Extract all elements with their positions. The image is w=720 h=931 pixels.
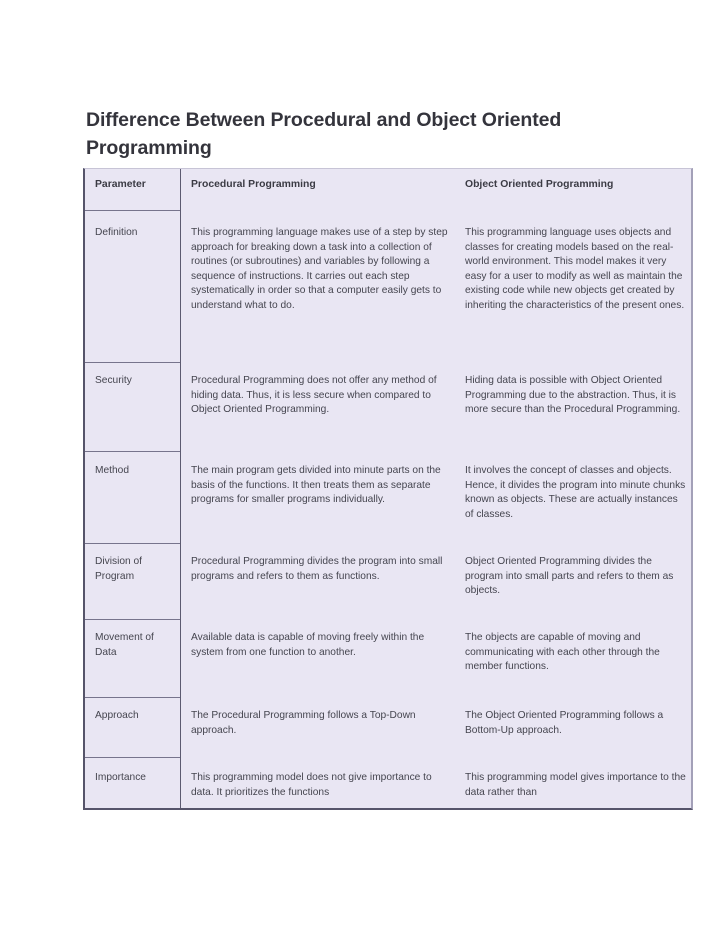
row-oop: This programming language uses objects and classes for creating models based on the real-world environment. This model makes it very easy for a user to modify as well as maintain the existing code while new objects get created by inheriting the characteristics of the present ones. [465, 227, 685, 311]
row-oop: The Object Oriented Programming follows a Bottom-Up approach. [465, 710, 664, 736]
row-separator [85, 362, 180, 363]
row-procedural: The main program gets divided into minute parts on the basis of the functions. It then treats them as separate programs for smaller programs individually. [191, 465, 441, 506]
row-oop: This programming model gives importance to the data rather than [465, 772, 686, 798]
comparison-table [83, 168, 693, 810]
row-procedural: This programming model does not give importance to data. It prioritizes the functions [191, 772, 432, 798]
page-title: Difference Between Procedural and Object Oriented Programming [86, 109, 562, 159]
row-separator [85, 210, 180, 211]
row-oop: Hiding data is possible with Object Oriented Programming due to the abstraction. Thus, it is more secure than the Procedural Programming. [465, 375, 681, 416]
header-parameter: Parameter [95, 179, 146, 190]
column-divider [180, 169, 181, 808]
row-procedural: This programming language makes use of a step by step approach for breaking down a task into a collection of routines (or subroutines) and variables by following a sequence of instructions. It carries out each step systematically in order so that a computer easily gets to understand what to do. [191, 227, 448, 311]
row-parameter: Importance [95, 772, 146, 783]
header-oop: Object Oriented Programming [465, 179, 614, 190]
row-oop: The objects are capable of moving and communicating with each other through the member functions. [465, 632, 660, 673]
row-separator [85, 451, 180, 452]
row-parameter: Security [95, 375, 132, 386]
row-procedural: The Procedural Programming follows a Top-Down approach. [191, 710, 416, 736]
row-parameter: Method [95, 465, 129, 476]
header-procedural: Procedural Programming [191, 179, 316, 190]
row-separator [85, 757, 180, 758]
row-parameter: Definition [95, 227, 138, 238]
row-parameter: Approach [95, 710, 139, 721]
row-procedural: Procedural Programming does not offer any method of hiding data. Thus, it is less secure when compared to Object Oriented Programming. [191, 375, 437, 416]
row-separator [85, 619, 180, 620]
row-separator [85, 697, 180, 698]
row-oop: Object Oriented Programming divides the program into small parts and refers to them as objects. [465, 556, 674, 597]
row-oop: It involves the concept of classes and objects. Hence, it divides the program into minute chunks known as objects. These are actually instances of classes. [465, 465, 686, 520]
row-procedural: Available data is capable of moving freely within the system from one function to another. [191, 632, 425, 658]
row-separator [85, 543, 180, 544]
row-parameter: Division of Program [95, 556, 142, 582]
row-parameter: Movement of Data [95, 632, 154, 658]
row-procedural: Procedural Programming divides the program into small programs and refers to them as functions. [191, 556, 443, 582]
